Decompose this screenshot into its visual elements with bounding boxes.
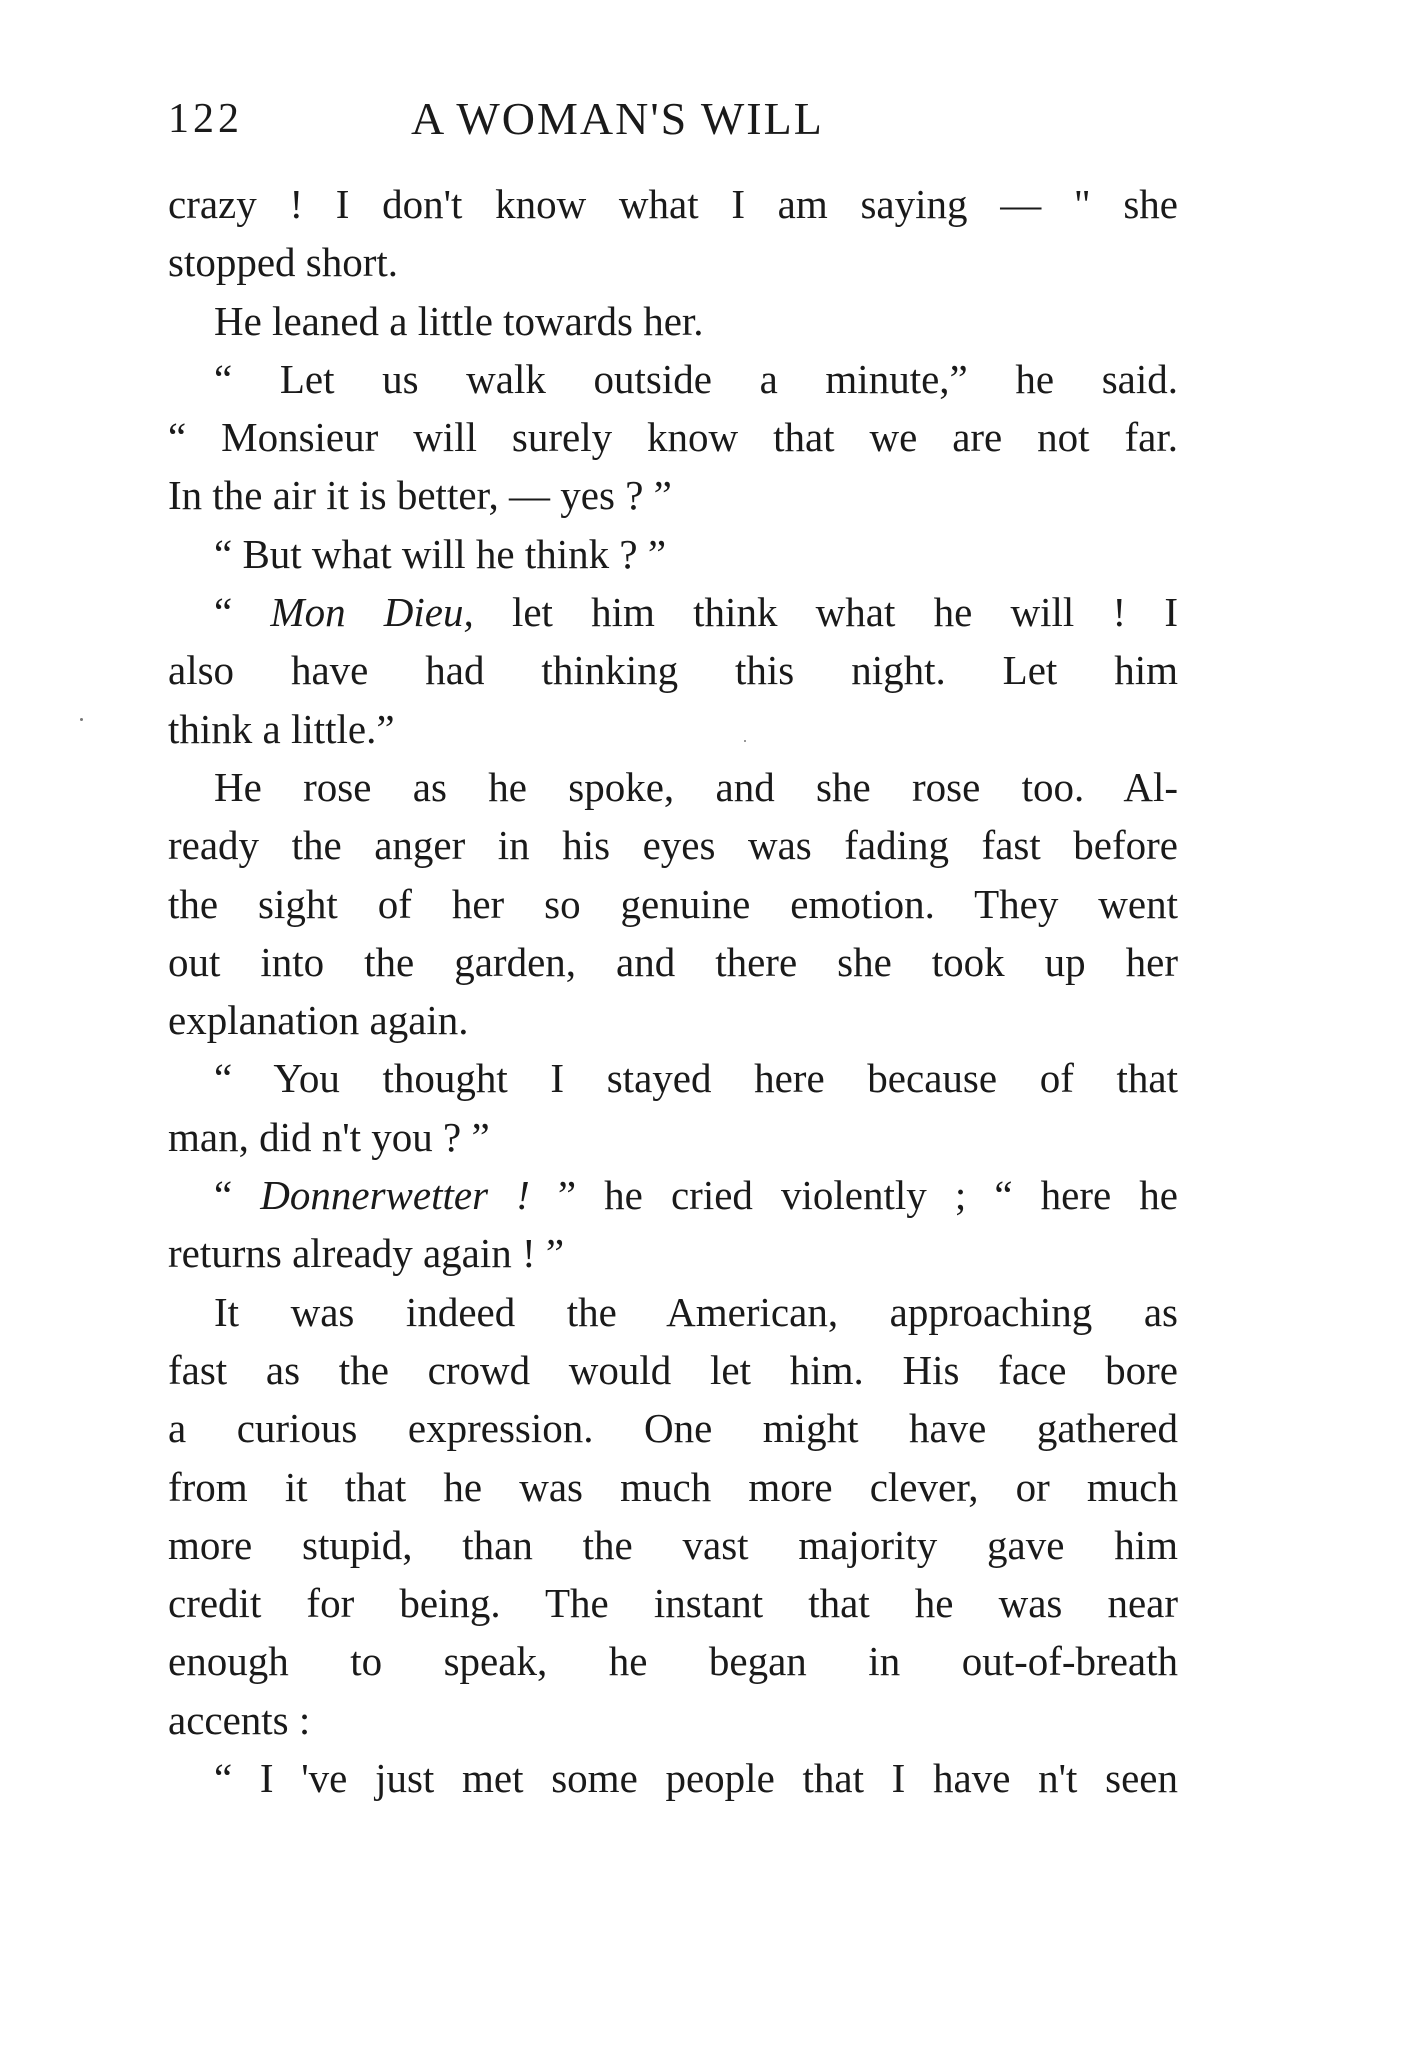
- text-line: from it that he was much more clever, or much: [168, 1463, 1178, 1510]
- text-line: “ I 've just met some people that I have n't seen: [214, 1755, 1178, 1802]
- body-text: [168, 175, 1178, 1807]
- text-line: “ You thought I stayed here because of that: [214, 1055, 1178, 1102]
- text-line: “ Donnerwetter ! ” he cried violently ; “ here he: [214, 1172, 1178, 1219]
- text-line: accents :: [168, 1696, 311, 1743]
- text-line: “ But what will he think ? ”: [214, 530, 667, 577]
- running-head: [168, 84, 1178, 154]
- text-line: “ Mon Dieu, let him think what he will ! I: [214, 589, 1178, 636]
- running-title: A WOMAN'S WILL: [411, 93, 824, 144]
- print-speck: [80, 718, 83, 721]
- text-line: a curious expression. One might have gathered: [168, 1405, 1178, 1452]
- text-line: stopped short.: [168, 239, 399, 286]
- text-line: think a little.”: [168, 705, 395, 752]
- page-number: 122: [168, 96, 243, 142]
- text-line: out into the garden, and there she took up her: [168, 938, 1178, 985]
- text-line: also have had thinking this night. Let him: [168, 647, 1178, 694]
- text-line: enough to speak, he began in out-of-breath: [168, 1638, 1178, 1685]
- text-line: In the air it is better, — yes ? ”: [168, 472, 672, 519]
- text-line: crazy ! I don't know what I am saying — " she: [168, 181, 1178, 227]
- text-line: He rose as he spoke, and she rose too. Al-: [214, 763, 1178, 810]
- text-line: returns already again ! ”: [168, 1230, 565, 1277]
- italic-phrase: Donnerwetter !: [260, 1172, 530, 1219]
- text-line: It was indeed the American, approaching as: [214, 1288, 1178, 1335]
- text-line: credit for being. The instant that he was near: [168, 1580, 1178, 1627]
- text-line: ready the anger in his eyes was fading fast before: [168, 822, 1178, 869]
- print-speck: [744, 740, 746, 742]
- text-line: fast as the crowd would let him. His face bore: [168, 1346, 1178, 1393]
- text-line: “ Monsieur will surely know that we are not far.: [168, 414, 1178, 461]
- text-line: explanation again.: [168, 997, 469, 1044]
- text-line: more stupid, than the vast majority gave him: [168, 1521, 1178, 1568]
- text-line: man, did n't you ? ”: [168, 1113, 490, 1160]
- text-line: “ Let us walk outside a minute,” he said.: [214, 355, 1178, 402]
- text-line: the sight of her so genuine emotion. They went: [168, 880, 1178, 927]
- text-line: He leaned a little towards her.: [214, 297, 704, 344]
- italic-phrase: Mon Dieu,: [270, 589, 474, 636]
